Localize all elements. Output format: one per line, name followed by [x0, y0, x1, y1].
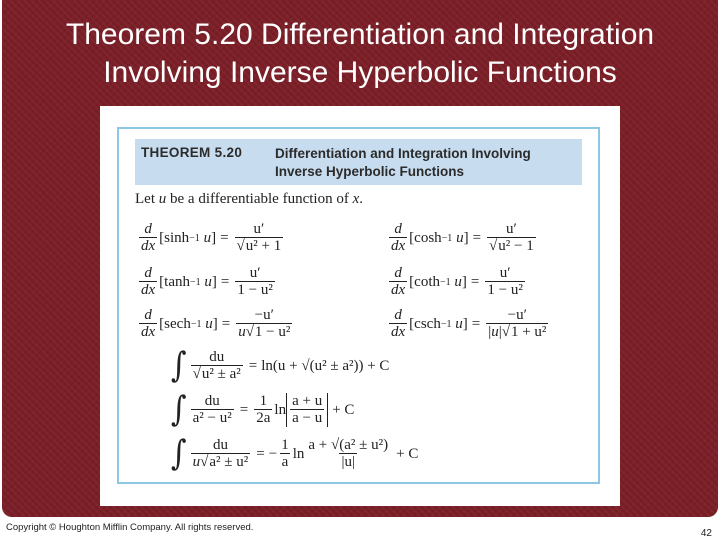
- integral-ln-abs: ∫ $\frac{du}{\text{u√a² ± u²}}$ = − $\frac{1}{a}$ ln $\frac{\text{a + √(a² ± u²)}}{|u|}$ + C: [171, 433, 419, 474]
- integral-ln-ratio: ∫ $\frac{du}{\text{a² − u²}}$ = $\frac{1}{2a}$ ln $\frac{a + u}{a - u}$ + C: [171, 389, 355, 430]
- theorem-header: [135, 139, 582, 185]
- theorem-label: THEOREM 5.20: [141, 145, 243, 160]
- slide-title-line1: Theorem 5.20 Differentiation and Integration: [65, 18, 655, 51]
- derivative-tanh: $\frac{d}{dx}$ [tanh −1 u ] = $\frac{u'}{\text{1 − u²}}$: [141, 265, 273, 298]
- slide-title-line2: Involving Inverse Hyperbolic Functions: [103, 56, 617, 89]
- theorem-title-line1: Differentiation and Integration Involving: [275, 146, 531, 161]
- page-number: 42: [700, 528, 712, 539]
- slide-title: [0, 16, 720, 92]
- theorem-frame: [117, 127, 600, 484]
- theorem-image: [100, 106, 620, 506]
- derivative-csch: $\frac{d}{dx}$ [csch −1 u ] = $\frac{-u'}{\text{|u|√1 + u²}}$: [391, 307, 547, 340]
- derivative-coth: $\frac{d}{dx}$ [coth −1 u ] = $\frac{u'}{\text{1 − u²}}$: [391, 265, 523, 298]
- derivative-sinh: $\frac{d}{dx}$ [sinh −1 u ] = $\frac{u'}{\text{√u² + 1}}$: [141, 221, 282, 254]
- integral-ln-sqrt: ∫ $\frac{du}{\text{√u² ± a²}}$ = ln(u + √(u² ± a²)) + C: [171, 345, 390, 386]
- derivative-sech: $\frac{d}{dx}$ [sech −1 u ] = $\frac{-u'}{\text{u√1 − u²}}$: [141, 307, 291, 340]
- copyright-notice: Copyright © Houghton Mifflin Company. All rights reserved.: [6, 522, 254, 533]
- theorem-intro: Let u be a differentiable function of x.: [135, 191, 363, 207]
- derivative-cosh: $\frac{d}{dx}$ [cosh −1 u ] = $\frac{u'}{\text{√u² − 1}}$: [391, 221, 534, 254]
- theorem-title: [275, 145, 531, 181]
- theorem-title-line2: Inverse Hyperbolic Functions: [275, 164, 465, 179]
